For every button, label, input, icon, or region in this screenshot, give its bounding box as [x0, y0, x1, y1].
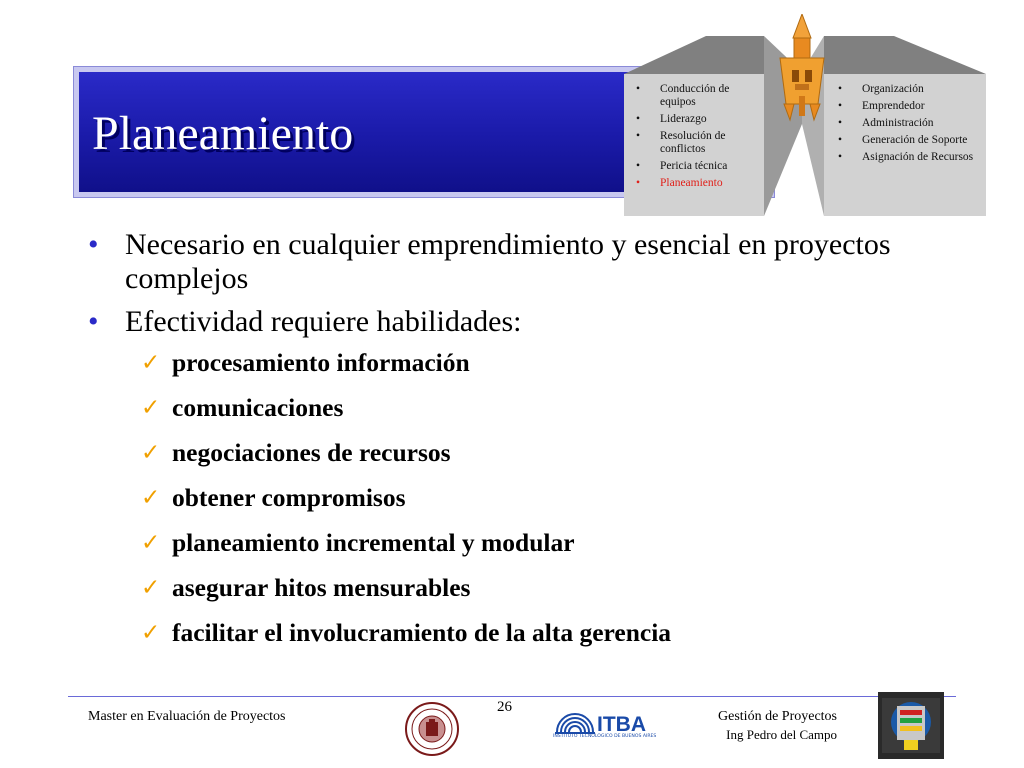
tower-icon — [780, 14, 824, 120]
footer-course-info — [718, 707, 837, 744]
house-right-item: • Asignación de Recursos — [838, 151, 974, 163]
bullet-item: • Efectividad requiere habilidades: — [88, 305, 522, 338]
sub-bullet-item: ✓ procesamiento información — [141, 348, 470, 377]
itba-emblem-icon — [555, 714, 595, 734]
checkmark-icon: ✓ — [141, 440, 161, 466]
roof-left — [624, 36, 764, 74]
checkmark-icon: ✓ — [141, 530, 161, 556]
house-left-item-highlighted: • Planeamiento — [636, 177, 723, 189]
bullet-icon: • — [88, 228, 99, 261]
footer-course: Master en Evaluación de Proyectos — [88, 709, 286, 724]
house-right-item: • Administración — [838, 117, 934, 129]
house-right-list — [836, 83, 976, 168]
checkmark-icon: ✓ — [141, 350, 161, 376]
checkmark-icon: ✓ — [141, 485, 161, 511]
house-left-list — [634, 83, 764, 194]
sub-bullet-item: ✓ obtener compromisos — [141, 483, 406, 512]
house-diagram — [624, 14, 986, 216]
house-left-item: • Resolución de conflictos — [636, 130, 726, 155]
book-cover-icon — [878, 692, 944, 759]
house-left-item: • Pericia técnica — [636, 160, 728, 172]
footer-divider — [68, 696, 956, 697]
sub-bullet-item: ✓ facilitar el involucramiento de la alta gerencia — [141, 618, 672, 647]
sub-bullet-item: ✓ negociaciones de recursos — [141, 438, 451, 467]
house-left-item: • Conducción de equipos — [636, 83, 730, 108]
sub-bullet-item: ✓ comunicaciones — [141, 393, 344, 422]
house-right-item: • Emprendedor — [838, 100, 925, 112]
bullet-icon: • — [88, 305, 99, 338]
sub-bullet-item: ✓ asegurar hitos mensurables — [141, 573, 471, 602]
footer-course-name: Gestión de Proyectos — [718, 709, 837, 724]
roof-right — [824, 36, 986, 74]
slide-content — [88, 228, 988, 663]
checkmark-icon: ✓ — [141, 620, 161, 646]
page-title: Planeamiento — [92, 107, 354, 160]
house-right-item: • Organización — [838, 83, 924, 95]
page-number: 26 — [497, 699, 512, 715]
footer-author: Ing Pedro del Campo — [726, 727, 837, 742]
house-right-item: • Generación de Soporte — [838, 134, 968, 146]
itba-wordmark: ITBA — [597, 713, 646, 736]
checkmark-icon: ✓ — [141, 575, 161, 601]
itba-subtitle: INSTITUTO TECNOLOGICO DE BUENOS AIRES — [553, 734, 657, 739]
university-seal-icon — [405, 702, 459, 756]
bullet-item: • Necesario en cualquier emprendimiento y esencial en proyectos complejos — [88, 228, 891, 295]
sub-bullet-item: ✓ planeamiento incremental y modular — [141, 528, 575, 557]
house-left-item: • Liderazgo — [636, 113, 707, 125]
checkmark-icon: ✓ — [141, 395, 161, 421]
